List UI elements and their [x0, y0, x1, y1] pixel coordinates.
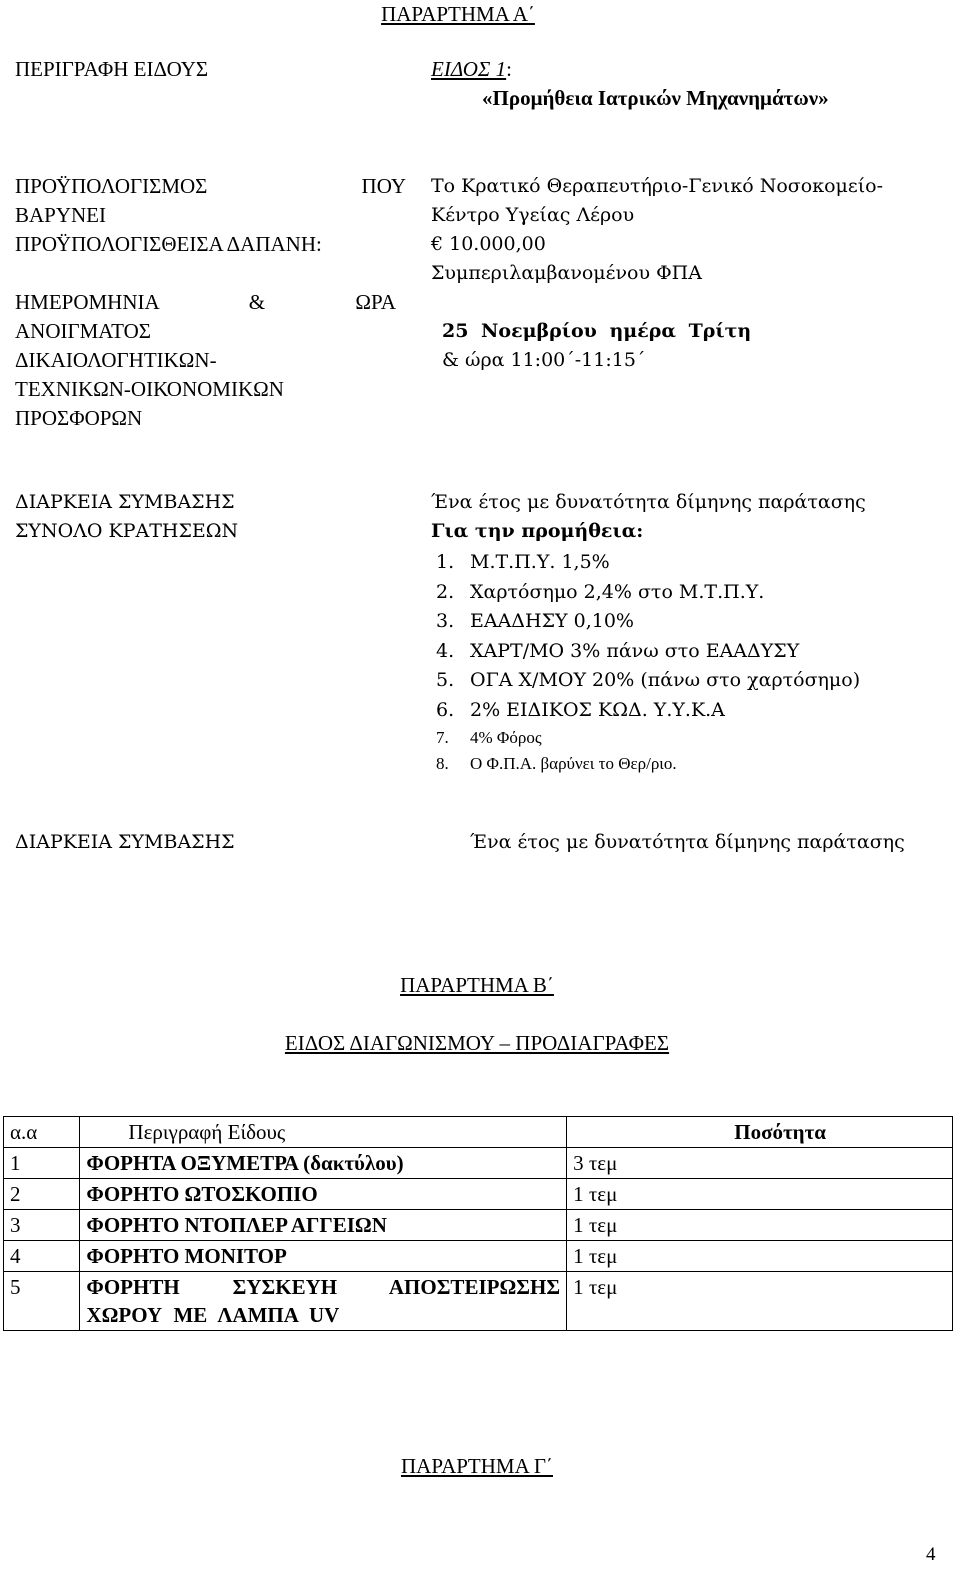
header-description: Περιγραφή Είδους: [80, 1117, 567, 1148]
table-row: [4, 1272, 953, 1331]
deduction-number: 3.: [436, 610, 455, 633]
deduction-text: Μ.Τ.Π.Υ. 1,5%: [470, 551, 610, 574]
table-row: [4, 1148, 953, 1179]
deduction-text: ΧΑΡΤ/ΜΟ 3% πάνω στο ΕΑΑΔΥΣΥ: [470, 639, 800, 662]
deduction-item: [432, 696, 952, 726]
deduction-text: 2% ΕΙΔΙΚΟΣ ΚΩΔ. Υ.Υ.Κ.Α: [470, 698, 725, 721]
item-heading: [431, 55, 512, 84]
deduction-item: [432, 751, 952, 777]
row-quantity: 1 τεμ: [567, 1241, 953, 1272]
budget-charged-value-line1: Το Κρατικό Θεραπευτήριο-Γενικό Νοσοκομείο-: [431, 175, 884, 197]
contract-duration-value-2: Ένα έτος με δυνατότητα δίμηνης παράτασης: [470, 831, 905, 853]
table-row: [4, 1179, 953, 1210]
deductions-label: ΣΥΝΟΛΟ ΚΡΑΤΗΣΕΩΝ: [15, 520, 239, 542]
annex-c-title: ΠΑΡΑΡΤΗΜΑ Γ΄: [400, 1454, 553, 1478]
page-number: 4: [926, 1544, 936, 1565]
deduction-item: [432, 666, 952, 696]
deduction-text: Χαρτόσημο 2,4% στο Μ.Τ.Π.Υ.: [470, 580, 765, 603]
row-description: ΦΟΡΗΤΟ ΝΤΟΠΛΕΡ ΑΓΓΕΙΩΝ: [80, 1210, 567, 1241]
item-number: ΕΙΔΟΣ 1: [431, 57, 507, 81]
deduction-number: 6.: [436, 698, 455, 721]
opening-label-line4: ΤΕΧΝΙΚΩΝ-ΟΙΚΟΝΟΜΙΚΩΝ: [15, 377, 284, 401]
estimated-cost-value: € 10.000,00: [431, 233, 546, 255]
annex-b-title: ΠΑΡΑΡΤΗΜΑ Β΄: [400, 973, 554, 997]
table-row: [4, 1241, 953, 1272]
opening-time: & ώρα 11:00΄-11:15΄: [442, 349, 646, 371]
deduction-text: Ο Φ.Π.Α. βαρύνει το Θερ/ριο.: [470, 754, 677, 773]
deduction-item: [432, 578, 952, 608]
row-index: 2: [4, 1179, 80, 1210]
deduction-item: [432, 725, 952, 751]
opening-label-line1: ΗΜΕΡΟΜΗΝΙΑ & ΩΡΑ: [15, 290, 396, 314]
deduction-number: 5.: [436, 669, 455, 692]
row-index: 4: [4, 1241, 80, 1272]
budget-charged-value-line2: Κέντρο Υγείας Λέρου: [431, 204, 635, 226]
opening-label-line2: ΑΝΟΙΓΜΑΤΟΣ: [15, 319, 151, 343]
contract-duration-value: Ένα έτος με δυνατότητα δίμηνης παράτασης: [431, 491, 866, 513]
deduction-text: ΕΑΑΔΗΣΥ 0,10%: [470, 610, 634, 633]
header-quantity: Ποσότητα: [567, 1117, 953, 1148]
row-quantity: 1 τεμ: [567, 1179, 953, 1210]
row-quantity: 1 τεμ: [567, 1272, 953, 1331]
row-description: ΦΟΡΗΤΟ ΩΤΟΣΚΟΠΙΟ: [80, 1179, 567, 1210]
row-index: 5: [4, 1272, 80, 1331]
item-description-label: ΠΕΡΙΓΡΑΦΗ ΕΙΔΟΥΣ: [15, 57, 209, 81]
row-quantity: 3 τεμ: [567, 1148, 953, 1179]
annex-b-subtitle: ΕΙΔΟΣ ΔΙΑΓΩΝΙΣΜΟΥ – ΠΡΟΔΙΑΓΡΑΦΕΣ: [284, 1031, 670, 1055]
budget-charged-label-line2: ΒΑΡΥΝΕΙ: [15, 203, 107, 227]
deduction-number: 4.: [436, 639, 455, 662]
deduction-number: 7.: [436, 728, 449, 747]
annex-a-title: ΠΑΡΑΡΤΗΜΑ Α΄: [381, 2, 535, 26]
estimated-cost-label: ΠΡΟΫΠΟΛΟΓΙΣΘΕΙΣΑ ΔΑΠΑΝΗ:: [15, 232, 322, 256]
budget-charged-label-line1: ΠΡΟΫΠΟΛΟΓΙΣΜΟΣ ΠΟΥ: [15, 174, 406, 198]
deduction-item: [432, 607, 952, 637]
deductions-list: [432, 548, 952, 777]
item-name: «Προμήθεια Ιατρικών Μηχανημάτων»: [482, 86, 829, 110]
deductions-heading: Για την προμήθεια:: [431, 520, 644, 542]
row-quantity: 1 τεμ: [567, 1210, 953, 1241]
row-description: ΦΟΡΗΤΗ ΣΥΣΚΕΥΗ ΑΠΟΣΤΕΙΡΩΣΗΣ ΧΩΡΟΥ ΜΕ ΛΑΜΠΑ UV: [80, 1272, 567, 1331]
row-description: ΦΟΡΗΤΑ ΟΞΥΜΕΤΡΑ (δακτύλου): [80, 1148, 567, 1179]
deduction-text: 4% Φόρος: [470, 728, 542, 747]
row-index: 1: [4, 1148, 80, 1179]
contract-duration-label: ΔΙΑΡΚΕΙΑ ΣΥΜΒΑΣΗΣ: [15, 491, 235, 513]
estimated-cost-note: Συμπεριλαμβανομένου ΦΠΑ: [431, 262, 702, 284]
items-table: [3, 1116, 953, 1331]
opening-date: 25 Νοεμβρίου ημέρα Τρίτη: [442, 320, 752, 342]
table-row: [4, 1210, 953, 1241]
table-header-row: [4, 1117, 953, 1148]
contract-duration-label-2: ΔΙΑΡΚΕΙΑ ΣΥΜΒΑΣΗΣ: [15, 831, 235, 853]
opening-label-line3: ΔΙΚΑΙΟΛΟΓΗΤΙΚΩΝ-: [15, 348, 217, 372]
item-colon: :: [506, 57, 512, 81]
row-description: ΦΟΡΗΤΟ ΜΟΝΙΤΟΡ: [80, 1241, 567, 1272]
deduction-number: 2.: [436, 580, 455, 603]
opening-label-line5: ΠΡΟΣΦΟΡΩΝ: [15, 406, 143, 430]
deduction-number: 1.: [436, 551, 455, 574]
header-index: α.α: [4, 1117, 80, 1148]
deduction-item: [432, 637, 952, 667]
row-index: 3: [4, 1210, 80, 1241]
deduction-text: ΟΓΑ Χ/ΜΟΥ 20% (πάνω στο χαρτόσημο): [470, 669, 861, 692]
deduction-item: [432, 548, 952, 578]
deduction-number: 8.: [436, 754, 449, 773]
